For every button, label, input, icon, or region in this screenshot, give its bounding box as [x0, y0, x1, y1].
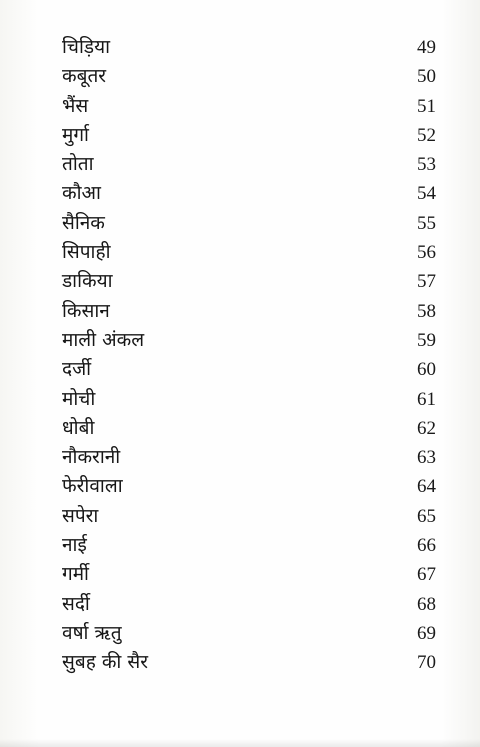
toc-entry	[0, 414, 480, 443]
toc-entry-page-number: 56	[417, 242, 436, 264]
toc-entry-title: सपेरा	[62, 504, 99, 527]
toc-entry	[0, 619, 480, 648]
toc-entry-title: सुबह की सैर	[62, 651, 148, 674]
toc-entry	[0, 92, 480, 121]
toc-entry-page-number: 67	[417, 564, 436, 586]
toc-entry-page-number: 54	[417, 183, 436, 205]
toc-entry-page-number: 68	[417, 593, 436, 615]
toc-entry-title: तोता	[62, 153, 94, 176]
toc-entry-title: वर्षा ऋतु	[62, 621, 122, 644]
toc-entry-title: सैनिक	[62, 211, 105, 234]
toc-entry	[0, 560, 480, 589]
toc-entry-page-number: 55	[417, 212, 436, 234]
toc-entry	[0, 385, 480, 414]
toc-entry-page-number: 63	[417, 447, 436, 469]
toc-entry-title: फेरीवाला	[62, 475, 123, 498]
toc-entry	[0, 590, 480, 619]
toc-entry	[0, 531, 480, 560]
toc-entry-title: नौकरानी	[62, 446, 121, 469]
toc-entry-page-number: 59	[417, 329, 436, 351]
toc-entry	[0, 209, 480, 238]
toc-entry-title: मोची	[62, 387, 96, 410]
toc-entry	[0, 472, 480, 501]
toc-entry-page-number: 53	[417, 154, 436, 176]
page-bottom-edge	[0, 739, 480, 747]
toc-entry-title: सिपाही	[62, 241, 111, 264]
toc-entry-page-number: 62	[417, 417, 436, 439]
toc-entry-title: नाई	[62, 534, 87, 557]
toc-entry	[0, 648, 480, 677]
toc-entry-page-number: 66	[417, 535, 436, 557]
toc-entry-title: दर्जी	[62, 358, 92, 381]
toc-entry-title: मुर्गा	[62, 123, 89, 146]
toc-entry	[0, 443, 480, 472]
toc-entry-page-number: 64	[417, 476, 436, 498]
toc-entry-title: डाकिया	[62, 270, 113, 293]
toc-entry-page-number: 49	[417, 37, 436, 58]
toc-entry	[0, 150, 480, 179]
toc-entry	[0, 179, 480, 208]
toc-entry	[0, 62, 480, 91]
toc-entry-title: भैंस	[62, 94, 89, 117]
toc-entry-page-number: 50	[417, 66, 436, 88]
toc-entry-page-number: 65	[417, 505, 436, 527]
toc-entry	[0, 502, 480, 531]
toc-entry-title: धोबी	[62, 416, 95, 439]
toc-entry-page-number: 57	[417, 271, 436, 293]
toc-entry-title: किसान	[62, 299, 110, 322]
toc-entry-title: सर्दी	[62, 592, 90, 615]
toc-entry-page-number: 61	[417, 388, 436, 410]
toc-entry	[0, 33, 480, 62]
toc-entry-title: गर्मी	[62, 563, 89, 586]
toc-entry	[0, 355, 480, 384]
toc-entry-page-number: 52	[417, 124, 436, 146]
toc-entry-title: माली अंकल	[62, 328, 145, 351]
toc-entry	[0, 326, 480, 355]
toc-entry-title: कौआ	[62, 182, 101, 205]
toc-entry-page-number: 60	[417, 359, 436, 381]
table-of-contents	[0, 33, 480, 678]
toc-entry-page-number: 51	[417, 95, 436, 117]
toc-entry-page-number: 58	[417, 300, 436, 322]
toc-entry	[0, 267, 480, 296]
toc-entry	[0, 121, 480, 150]
toc-entry	[0, 297, 480, 326]
toc-entry-title: चिड़िया	[62, 36, 111, 58]
toc-entry-page-number: 69	[417, 622, 436, 644]
toc-entry	[0, 238, 480, 267]
toc-entry-page-number: 70	[417, 652, 436, 674]
toc-entry-title: कबूतर	[62, 65, 107, 88]
